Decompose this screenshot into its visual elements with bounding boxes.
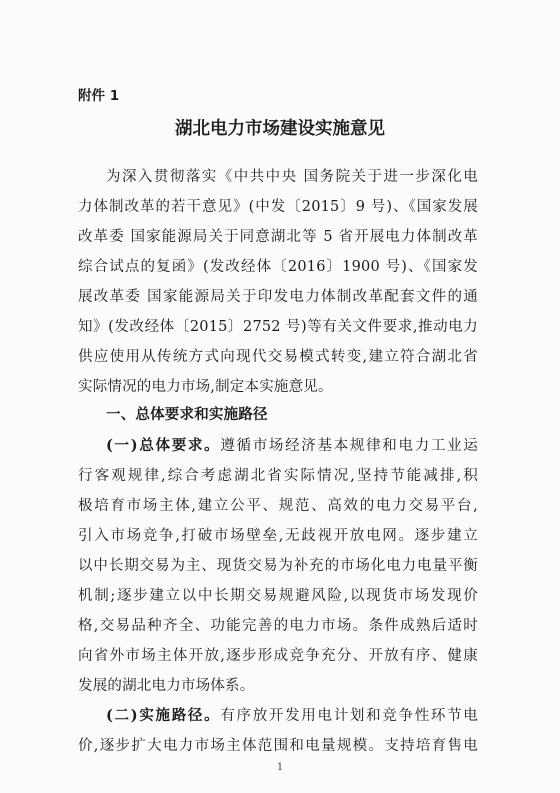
intro-line: 知》(发改经体〔2015〕2752 号)等有关文件要求,推动电力 <box>78 319 478 335</box>
subsection-label: (一)总体要求。 <box>106 437 221 454</box>
subsection-text: 遵循市场经济基本规律和电力工业运 <box>220 438 478 454</box>
intro-line: 为深入贯彻落实《中共中央 国务院关于进一步深化电 <box>106 169 478 185</box>
subsection-text: 有序放开发用电计划和竞争性环节电 <box>220 708 478 724</box>
subsection-line: 发展的湖北电力市场体系。 <box>78 678 255 694</box>
subsection-first-line <box>106 436 478 456</box>
intro-line: 综合试点的复函》(发改经体〔2016〕1900 号)、《国家发 <box>78 259 478 275</box>
attachment-label: 附件 1 <box>78 88 120 104</box>
page-number: 1 <box>276 762 284 773</box>
intro-line: 供应使用从传统方式向现代交易模式转变,建立符合湖北省 <box>78 349 478 365</box>
subsection-first-line <box>106 706 478 726</box>
subsection-line: 格,交易品种齐全、功能完善的电力市场。条件成熟后适时 <box>78 618 478 634</box>
subsection-line: 以中长期交易为主、现货交易为补充的市场化电力电量平衡 <box>78 558 478 574</box>
section-heading: 一、总体要求和实施路径 <box>106 407 268 423</box>
intro-line: 实际情况的电力市场,制定本实施意见。 <box>78 379 333 395</box>
subsection-line: 向省外市场主体开放,逐步形成竞争充分、开放有序、健康 <box>78 648 478 664</box>
subsection-line: 机制;逐步建立以中长期交易规避风险,以现货市场发现价 <box>78 588 478 604</box>
subsection-line: 极培育市场主体,建立公平、规范、高效的电力交易平台, <box>78 498 478 514</box>
intro-line: 力体制改革的若干意见》(中发〔2015〕9 号)、《国家发展 <box>78 199 478 215</box>
subsection-label: (二)实施路径。 <box>106 707 221 724</box>
document-title: 湖北电力市场建设实施意见 <box>175 119 385 139</box>
intro-line: 改革委 国家能源局关于同意湖北等 5 省开展电力体制改革 <box>78 229 478 245</box>
subsection-line: 引入市场竞争,打破市场壁垒,无歧视开放电网。逐步建立 <box>78 528 478 544</box>
subsection-line: 价,逐步扩大电力市场主体范围和电量规模。支持培育售电 <box>78 738 478 754</box>
intro-line: 展改革委 国家能源局关于印发电力体制改革配套文件的通 <box>78 289 478 305</box>
subsection-line: 行客观规律,综合考虑湖北省实际情况,坚持节能减排,积 <box>78 468 478 484</box>
